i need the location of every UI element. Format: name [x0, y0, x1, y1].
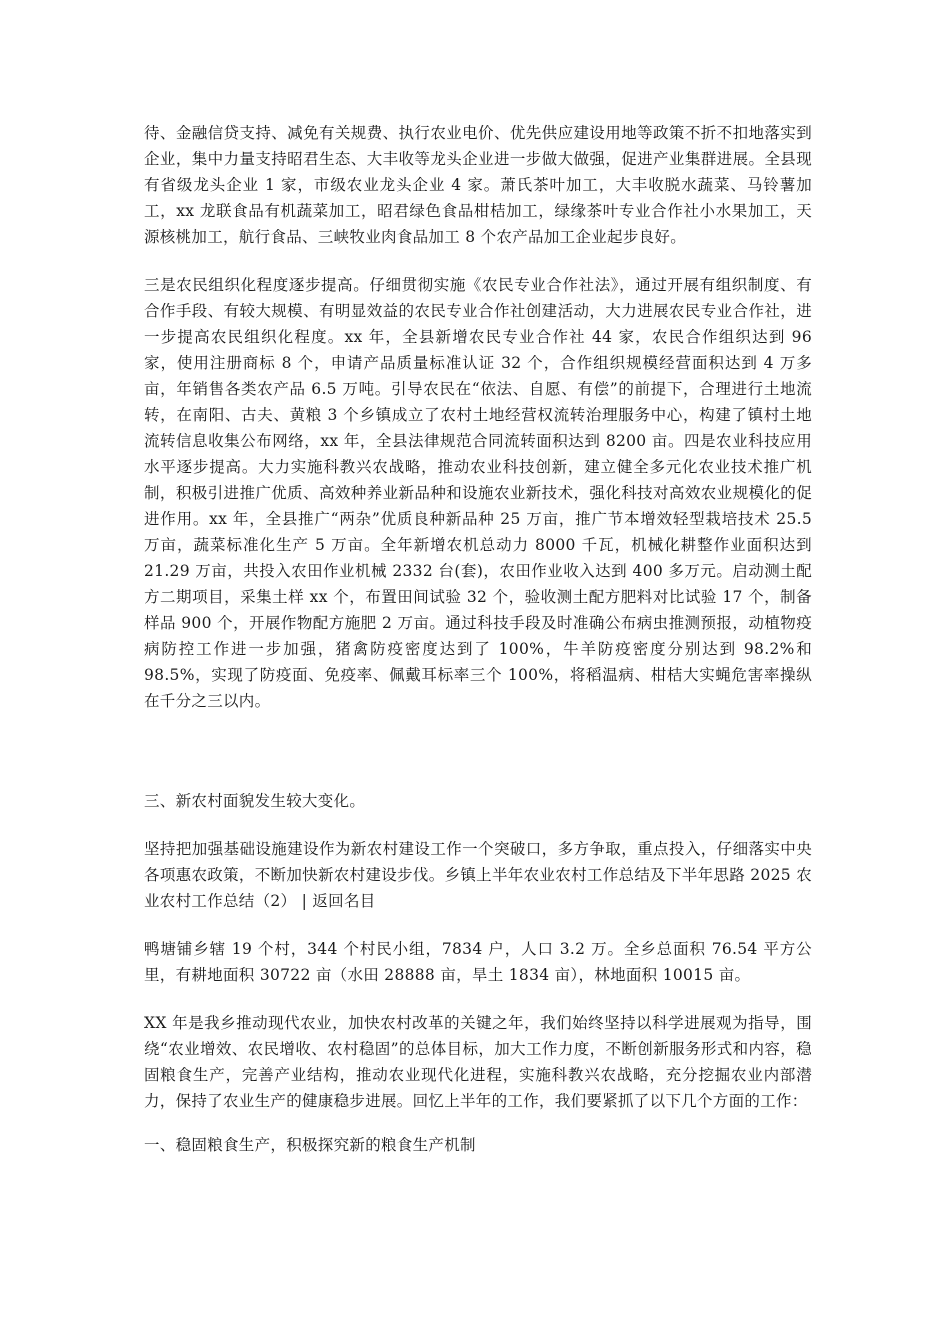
document-body [144, 120, 812, 1158]
paragraph-farmer-organization: 三是农民组织化程度逐步提高。仔细贯彻实施《农民专业合作社法》，通过开展有组织制度、有合作手段、有较大规模、有明显效益的农民专业合作社创建活动，大力进展农民专业合作社，进一步提高农民组织化程度。xx 年，全县新增农民专业合作社 44 家，农民合作组织达到 96 家，使用注册商标 8 个，申请产品质量标准认证 32 个，合作组织规模经营面积达到 4 万多亩，年销售各类农产品 6.5 万吨。引导农民在“依法、自愿、有偿”的前提下，合理进行土地流转，在南阳、古夫、黄粮 3 个乡镇成立了农村土地经营权流转治理服务中心，构建了镇村土地流转信息收集公布网络，xx 年，全县法律规范合同流转面积达到 8200 亩。四是农业科技应用水平逐步提高。大力实施科教兴农战略，推动农业科技创新，建立健全多元化农业技术推广机制，积极引进推广优质、高效种养业新品种和设施农业新技术，强化科技对高效农业规模化的促进作用。xx 年，全县推广“两杂”优质良种新品种 25 万亩，推广节本增效轻型栽培技术 25.5 万亩，蔬菜标准化生产 5 万亩。全年新增农机总动力 8000 千瓦，机械化耕整作业面积达到 21.29 万亩，共投入农田作业机械 2332 台(套)，农田作业收入达到 400 多万元。启动测土配方二期项目，采集土样 xx 个，布置田间试验 32 个，验收测土配方肥料对比试验 17 个，制备样品 900 个，开展作物配方施肥 2 万亩。通过科技手段及时准确公布病虫推测预报，动植物疫病防控工作进一步加强，猪禽防疫密度达到了 100%，牛羊防疫密度分别达到 98.2%和 98.5%，实现了防疫面、免疫率、佩戴耳标率三个 100%，将稻温病、柑桔大实蝇危害率操纵在千分之三以内。 [144, 276, 812, 710]
paragraph-enterprise-support: 待、金融信贷支持、减免有关规费、执行农业电价、优先供应建设用地等政策不折不扣地落实到企业，集中力量支持昭君生态、大丰收等龙头企业进一步做大做强，促进产业集群进展。全县现有省级龙头企业 1 家，市级农业龙头企业 4 家。萧氏茶叶加工，大丰收脱水蔬菜、马铃薯加工，xx 龙联食品有机蔬菜加工，昭君绿色食品柑桔加工，绿缘茶叶专业合作社小水果加工，天源核桃加工，航行食品、三峡牧业肉食品加工 8 个农产品加工企业起步良好。 [144, 124, 812, 246]
paragraph-spacer [144, 250, 812, 272]
section-heading-grain-production: 一、稳固粮食生产，积极探究新的粮食生产机制 [144, 1136, 476, 1154]
paragraph-spacer [144, 814, 812, 836]
paragraph-township-overview: 鸭塘铺乡辖 19 个村，344 个村民小组，7834 户，人口 3.2 万。全乡总面积 76.54 平方公里，有耕地面积 30722 亩（水田 28888 亩，旱土 1834 亩），林地面积 10015 亩。 [144, 940, 812, 984]
section-heading-new-countryside: 三、新农村面貌发生较大变化。 [144, 792, 366, 810]
paragraph-spacer [144, 988, 812, 1010]
section-spacer [144, 714, 812, 788]
paragraph-infrastructure: 坚持把加强基础设施建设作为新农村建设工作一个突破口，多方争取，重点投入，仔细落实中央各项惠农政策，不断加快新农村建设步伐。乡镇上半年农业农村工作总结及下半年思路 2025 农业农村工作总结（2） | 返回名目 [144, 840, 812, 910]
paragraph-spacer [144, 1114, 812, 1132]
paragraph-annual-goals: XX 年是我乡推动现代农业，加快农村改革的关键之年，我们始终坚持以科学进展观为指导，围绕“农业增效、农民增收、农村稳固”的总体目标，加大工作力度，不断创新服务形式和内容，稳固粮食生产，完善产业结构，推动农业现代化进程，实施科教兴农战略，充分挖掘农业内部潜力，保持了农业生产的健康稳步进展。回忆上半年的工作，我们要紧抓了以下几个方面的工作： [144, 1014, 812, 1110]
paragraph-spacer [144, 914, 812, 936]
